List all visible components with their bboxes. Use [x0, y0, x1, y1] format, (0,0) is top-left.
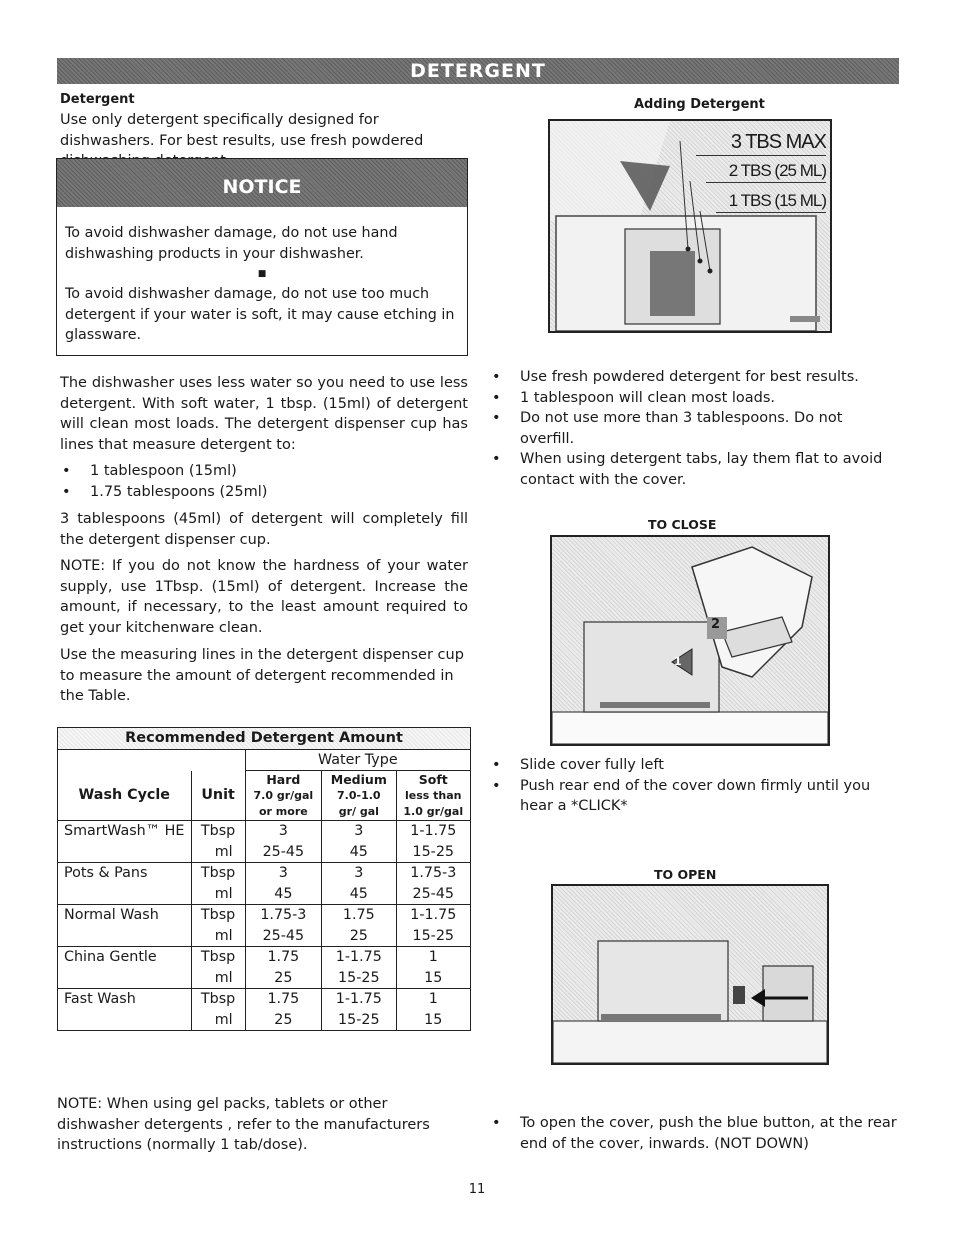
detergent-table	[57, 727, 471, 1031]
section-banner: DETERGENT	[57, 58, 899, 84]
to-open-caption: TO OPEN	[654, 867, 717, 882]
list-item: • 1 tablespoon will clean most loads.	[490, 388, 900, 409]
open-list	[490, 1113, 900, 1154]
detergent-heading: Detergent	[60, 92, 135, 107]
detergent-paragraph-2: 3 tablespoons (45ml) of detergent will completely fill the detergent dispenser cup.	[60, 511, 468, 548]
list-item: • 1 tablespoon (15ml)	[60, 461, 460, 482]
to-open-image	[551, 884, 829, 1065]
notice-title: NOTICE	[57, 159, 467, 207]
col-hard: Hard 7.0 gr/gal or more	[245, 771, 321, 821]
col-wash-cycle: Wash Cycle	[58, 771, 192, 821]
table-row: China Gentle Tbsp ml 1.75 25 1-1.75 15-25 1 15	[58, 947, 471, 989]
list-item: • Slide cover fully left	[490, 755, 902, 776]
detergent-paragraph-4: Use the measuring lines in the detergent dispenser cup to measure the amount of detergent recommended in the Table.	[60, 647, 464, 704]
page-number: 11	[468, 1182, 486, 1197]
table-row: Normal Wash Tbsp ml 1.75-3 25-45 1.75 25 1-1.75 15-25	[58, 905, 471, 947]
measure-list	[60, 461, 460, 502]
table-title: Recommended Detergent Amount	[58, 728, 471, 750]
col-soft: Soft less than 1.0 gr/gal	[396, 771, 470, 821]
list-item: • Use fresh powdered detergent for best results.	[490, 367, 900, 388]
notice-box	[56, 158, 468, 356]
adding-detergent-heading: Adding Detergent	[634, 97, 765, 112]
water-type-header: Water Type	[245, 749, 470, 771]
list-item: • 1.75 tablespoons (25ml)	[60, 482, 460, 503]
col-medium: Medium 7.0-1.0 gr/ gal	[322, 771, 396, 821]
notice-text-1: To avoid dishwasher damage, do not use hand dishwashing products in your dishwasher.	[65, 225, 398, 262]
dispenser-cup-image: 3 TBS MAX 2 TBS (25 ML) 1 TBS (15 ML)	[548, 119, 832, 333]
detergent-paragraph-1: The dishwasher uses less water so you need to use less detergent. With soft water, 1 tbsp. (15ml) of detergent will clean most loads. The detergent dispenser cup has lines that measure detergent to:	[60, 375, 468, 453]
square-bullet-icon: ■	[257, 269, 267, 279]
table-row: Pots & Pans Tbsp ml 3 45 3 45 1.75-3 25-45	[58, 863, 471, 905]
notice-text-2: To avoid dishwasher damage, do not use too much detergent if your water is soft, it may cause etching in glassware.	[65, 286, 455, 343]
adding-detergent-list	[490, 367, 900, 490]
intro-text: Use only detergent specifically designed for dishwashers. For best results, use fresh powdered	[60, 112, 424, 149]
list-item: • When using detergent tabs, lay them flat to avoid contact with the cover.	[490, 449, 900, 490]
close-list	[490, 755, 902, 817]
col-unit: Unit	[191, 771, 245, 821]
list-item: • To open the cover, push the blue button, at the rear end of the cover, inwards. (NOT DOWN)	[490, 1113, 900, 1154]
list-item: • Push rear end of the cover down firmly until you hear a *CLICK*	[490, 776, 902, 817]
to-close-image: 2 1	[550, 535, 830, 746]
list-item: • Do not use more than 3 tablespoons. Do not overfill.	[490, 408, 900, 449]
note-bottom: NOTE: When using gel packs, tablets or other dishwasher detergents , refer to the manufacturers instructions (normally 1 tab/dose).	[57, 1096, 430, 1153]
to-close-caption: TO CLOSE	[648, 517, 717, 532]
table-row: SmartWash™ HE Tbsp ml 3 25-45 3 45 1-1.75 15-25	[58, 821, 471, 863]
table-row: Fast Wash Tbsp ml 1.75 25 1-1.75 15-25 1 15	[58, 989, 471, 1031]
note-paragraph: NOTE: If you do not know the hardness of your water supply, use 1Tbsp. (15ml) of detergent. Increase the amount, if necessary, to the least amount required to get your kitchenware clean.	[60, 558, 468, 636]
